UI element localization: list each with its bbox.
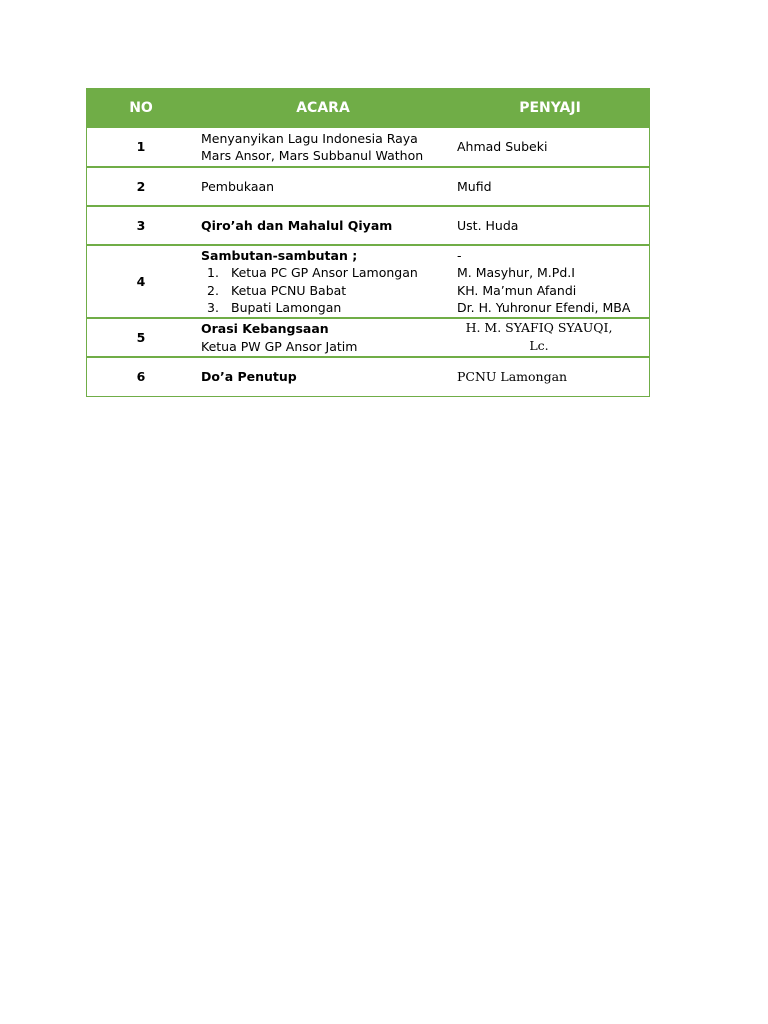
penyaji-name: Mufid [457, 178, 492, 194]
row-number: 2 [136, 178, 146, 194]
table-header [87, 89, 649, 128]
penyaji-name: H. M. SYAFIQ SYAUQI, Lc. [465, 320, 613, 353]
acara-line: Qiro’ah dan Mahalul Qiyam [201, 217, 393, 233]
acara-line: Menyanyikan Lagu Indonesia Raya [201, 130, 418, 146]
row-penyaji [451, 128, 649, 166]
row-penyaji [451, 207, 649, 244]
list-text: Ketua PCNU Babat [231, 282, 347, 298]
list-number: 2. [207, 282, 219, 298]
acara-title: Orasi Kebangsaan [201, 321, 329, 336]
table-row [87, 128, 649, 168]
row-acara [195, 246, 451, 317]
acara-title: Sambutan-sambutan ; [201, 247, 358, 263]
table-row [87, 358, 649, 396]
table-row [87, 319, 649, 358]
list-item [201, 282, 451, 300]
row-penyaji [451, 168, 649, 205]
list-item [201, 264, 451, 282]
row-penyaji [451, 319, 649, 356]
penyaji-name: Ust. Huda [457, 217, 519, 233]
row-acara [195, 319, 451, 356]
acara-line: Ketua PW GP Ansor Jatim [201, 338, 358, 354]
list-number: 1. [207, 265, 219, 280]
row-number: 1 [136, 139, 146, 155]
row-number: 5 [136, 329, 146, 345]
row-acara [195, 358, 451, 396]
row-acara [195, 128, 451, 166]
table-row [87, 246, 649, 319]
header-no: NO [129, 100, 153, 116]
acara-line: Pembukaan [201, 178, 275, 194]
list-text: Ketua PC GP Ansor Lamongan [231, 265, 418, 280]
row-number: 3 [136, 217, 146, 233]
table-row [87, 168, 649, 207]
penyaji-name: Dr. H. Yuhronur Efendi, MBA [457, 300, 631, 315]
penyaji-name: - [457, 247, 462, 263]
list-text: Bupati Lamongan [231, 300, 342, 315]
acara-line: Mars Ansor, Mars Subbanul Wathon [201, 148, 424, 163]
header-penyaji: PENYAJI [519, 100, 581, 116]
acara-line: Do’a Penutup [201, 369, 297, 385]
list-number: 3. [207, 300, 219, 315]
header-acara: ACARA [296, 100, 350, 116]
row-penyaji [451, 246, 649, 317]
penyaji-name: Ahmad Subeki [457, 139, 548, 155]
list-item [201, 299, 451, 317]
penyaji-name: M. Masyhur, M.Pd.I [457, 265, 575, 280]
penyaji-name: PCNU Lamongan [457, 369, 568, 385]
table-row [87, 207, 649, 246]
row-number: 6 [136, 369, 146, 385]
row-acara [195, 168, 451, 205]
row-number: 4 [136, 273, 146, 289]
row-acara [195, 207, 451, 244]
schedule-table [86, 88, 650, 397]
penyaji-name: KH. Ma’mun Afandi [457, 282, 577, 298]
row-penyaji [451, 358, 649, 396]
